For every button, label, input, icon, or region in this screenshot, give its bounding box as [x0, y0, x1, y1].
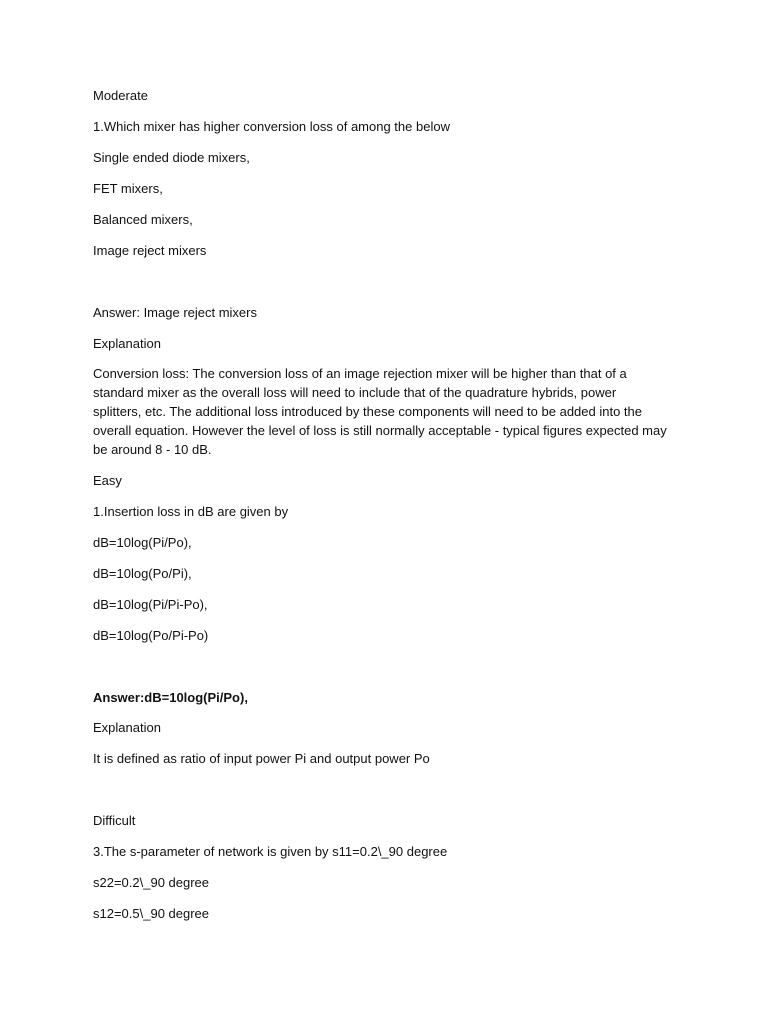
- option-text: FET mixers,: [93, 181, 163, 196]
- question-text: 3.The s-parameter of network is given by s11=0.2\_90 degree: [93, 844, 448, 859]
- explanation-paragraph: [93, 364, 683, 459]
- answer-text: Answer: Image reject mixers: [93, 305, 257, 320]
- explanation-line: Conversion loss: The conversion loss of an image rejection mixer will be higher than that of a: [93, 366, 627, 381]
- option-text: dB=10log(Pi/Po),: [93, 535, 192, 550]
- explanation-text: It is defined as ratio of input power Pi and output power Po: [93, 751, 430, 766]
- explanation-label: Explanation: [93, 720, 161, 735]
- section-heading-difficult: Difficult: [93, 813, 136, 828]
- option-text: Single ended diode mixers,: [93, 150, 250, 165]
- explanation-label: Explanation: [93, 336, 161, 351]
- question-text: 1.Which mixer has higher conversion loss of among the below: [93, 119, 450, 134]
- explanation-line: standard mixer as the overall loss will need to include that of the quadrature hybrids, power: [93, 385, 617, 400]
- question-text: 1.Insertion loss in dB are given by: [93, 504, 289, 519]
- explanation-line: overall equation. However the level of loss is still normally acceptable - typical figures expected may: [93, 423, 667, 438]
- answer-text: Answer:dB=10log(Pi/Po),: [93, 690, 248, 705]
- section-heading-moderate: Moderate: [93, 88, 148, 103]
- option-text: Balanced mixers,: [93, 212, 193, 227]
- option-text: dB=10log(Po/Pi),: [93, 566, 192, 581]
- question-detail-line: s22=0.2\_90 degree: [93, 875, 210, 890]
- question-detail-line: s12=0.5\_90 degree: [93, 906, 210, 921]
- section-heading-easy: Easy: [93, 473, 122, 488]
- option-text: dB=10log(Pi/Pi-Po),: [93, 597, 208, 612]
- explanation-line: be around 8 - 10 dB.: [93, 442, 212, 457]
- option-text: dB=10log(Po/Pi-Po): [93, 628, 209, 643]
- explanation-line: splitters, etc. The additional loss introduced by these components will need to be added into the: [93, 404, 642, 419]
- option-text: Image reject mixers: [93, 243, 207, 258]
